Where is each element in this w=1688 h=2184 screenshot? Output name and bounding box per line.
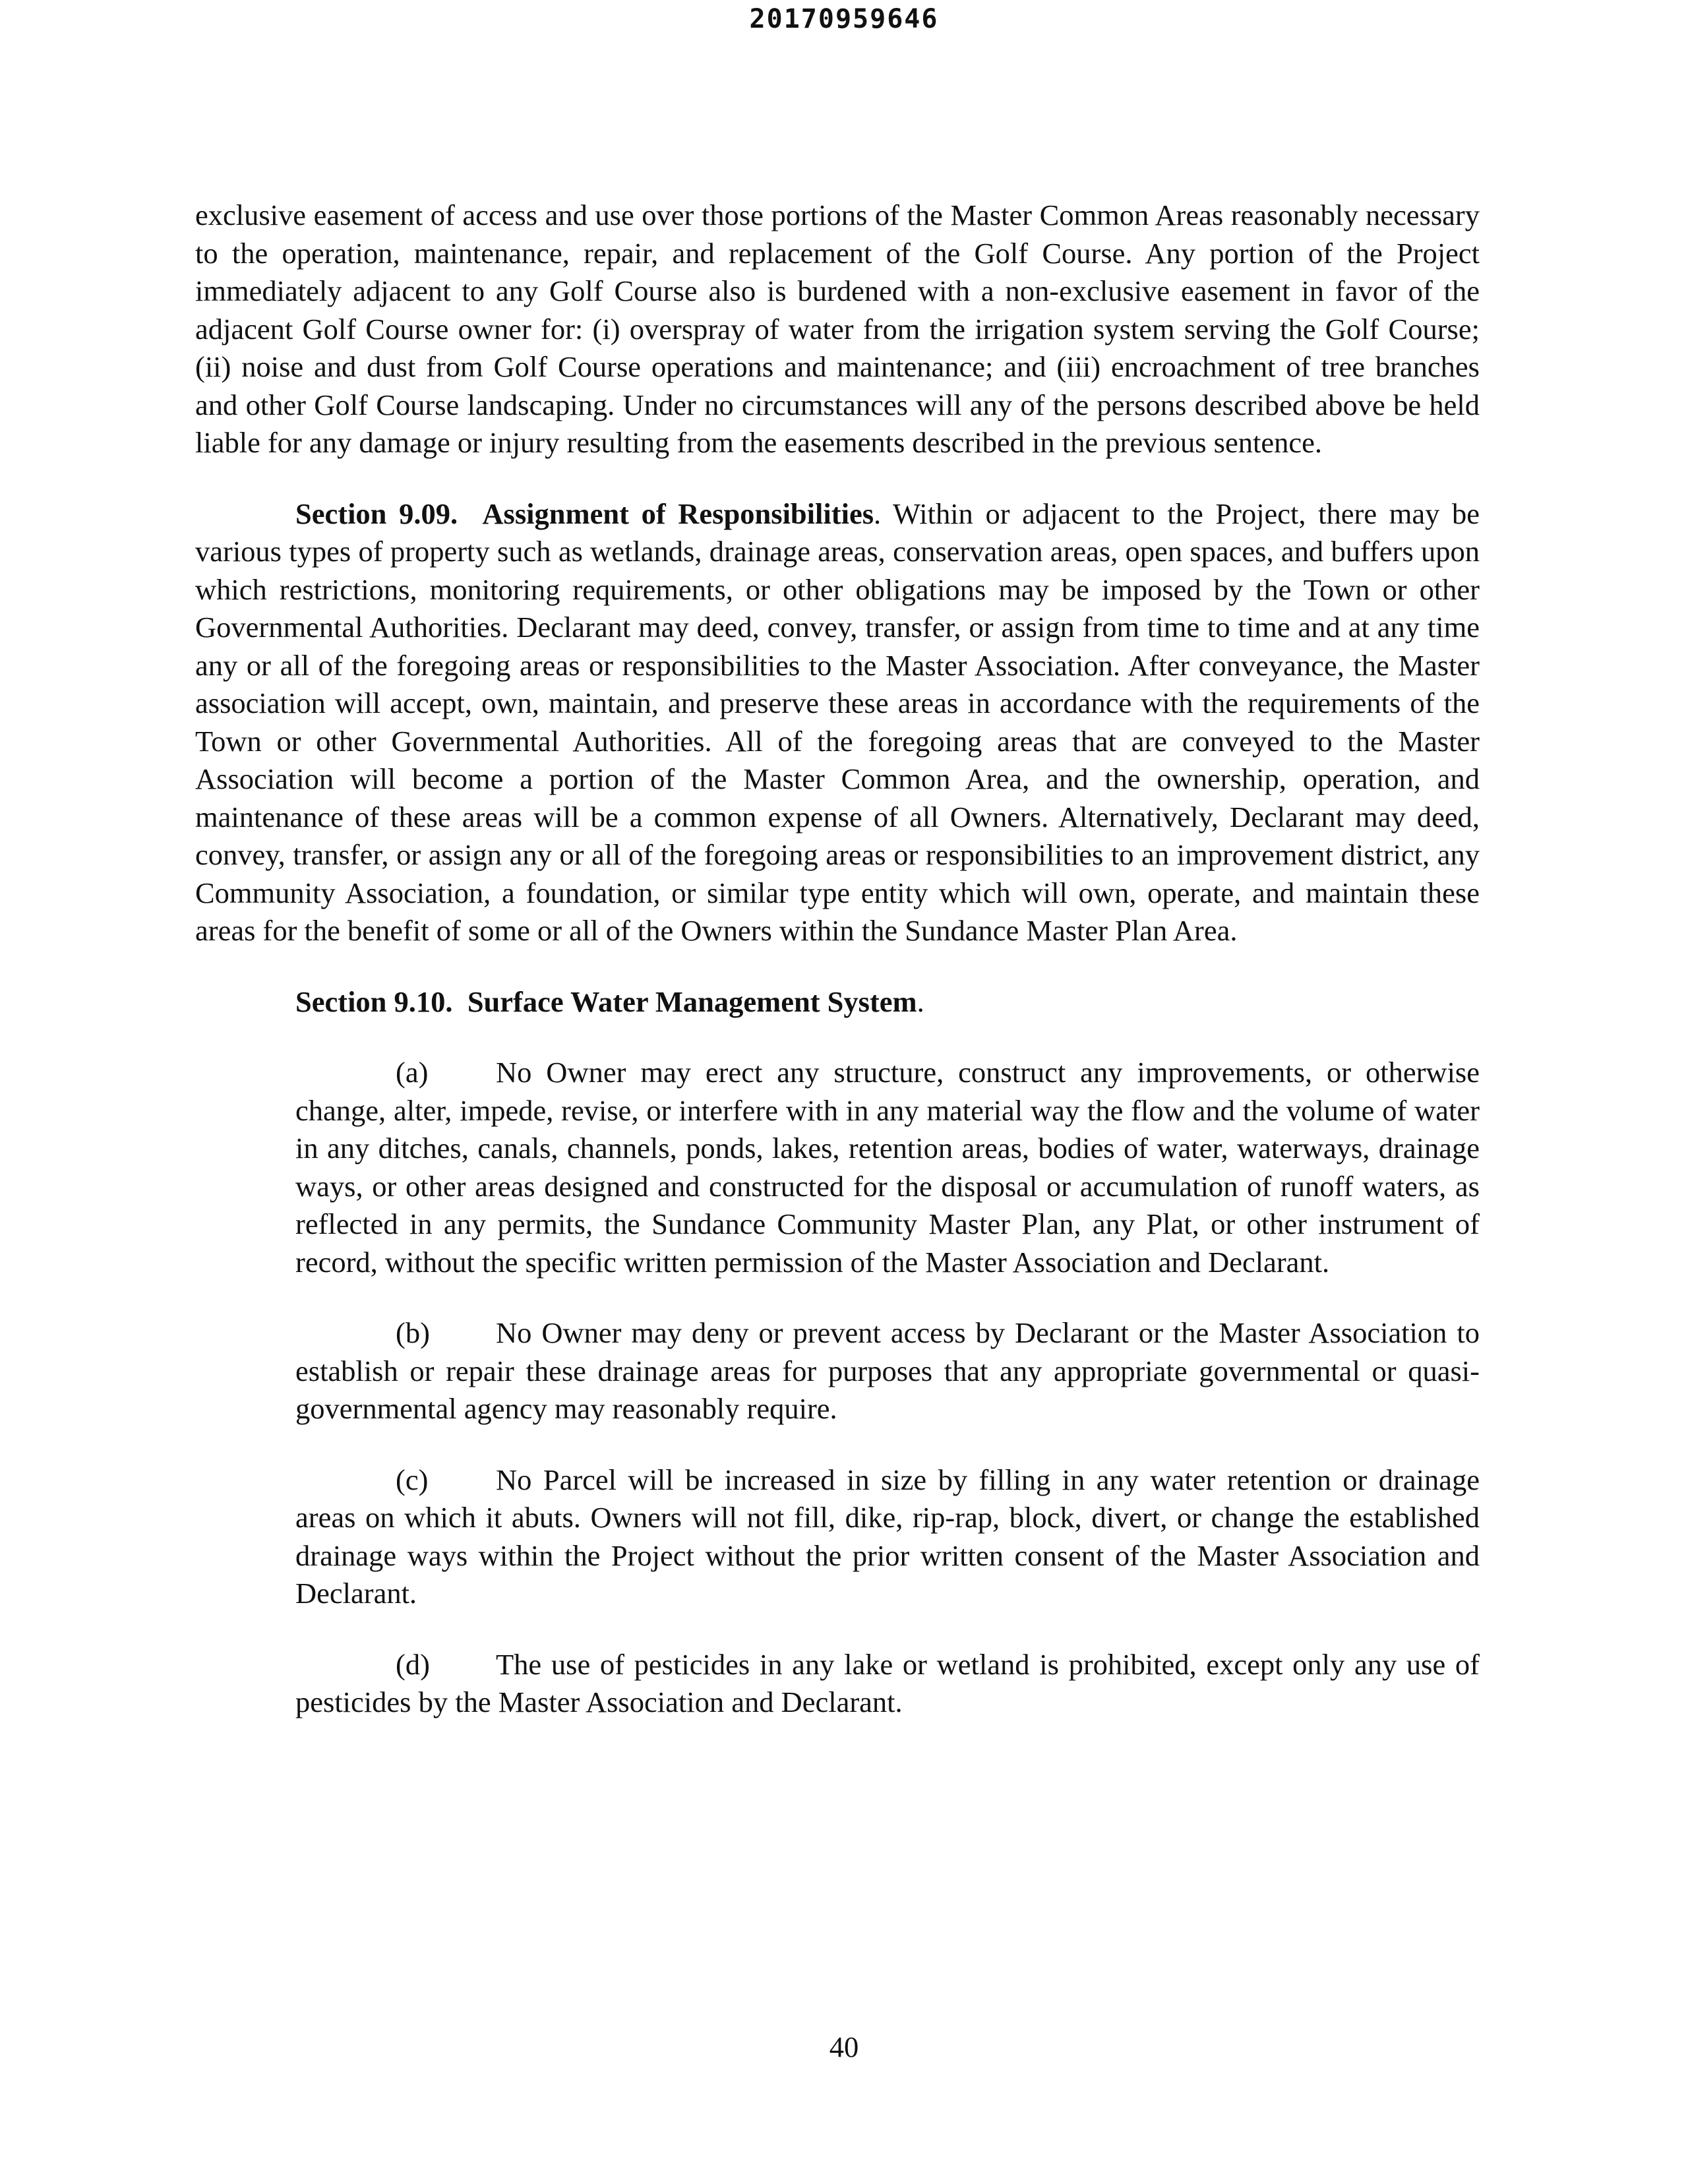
section-9-09-title: Assignment of Responsibilities bbox=[482, 497, 874, 530]
section-9-10-heading bbox=[195, 983, 1480, 1021]
subparagraph-text: No Owner may erect any structure, construct any improvements, or otherwise change, alter, impede, revise, or interfere with in any material way the flow and the volume of water in any ditches, canals, channels, ponds, lakes, retention areas, bodies of water, waterways, drainage ways, or other areas designed and constructed for the disposal or accumulation of runoff waters, as reflected in any permits, the Sundance Community Master Plan, any Plat, or other instrument of record, without the specific written permission of the Master Association and Declarant. bbox=[295, 1056, 1480, 1279]
subparagraph-text: The use of pesticides in any lake or wetland is prohibited, except only any use of pesticides by the Master Association and Declarant. bbox=[295, 1647, 1480, 1718]
subparagraph-label: (a) bbox=[396, 1056, 429, 1089]
subparagraph-a bbox=[295, 1054, 1480, 1281]
subparagraph-b bbox=[295, 1314, 1480, 1428]
subparagraph-text: No Owner may deny or prevent access by Declarant or the Master Association to establish or repair these drainage areas for purposes that any appropriate governmental or quasi-governmental agency may reasonably require. bbox=[295, 1316, 1480, 1425]
subparagraph-label: (d) bbox=[396, 1647, 430, 1681]
subparagraph-label: (b) bbox=[396, 1316, 430, 1349]
section-9-09 bbox=[195, 495, 1480, 950]
subparagraph-text: No Parcel will be increased in size by filling in any water retention or drainage areas on which it abuts. Owners will not fill, dike, rip-rap, block, divert, or change the established drainage ways within the Project without the prior written consent of the Master Association and Declarant. bbox=[295, 1463, 1480, 1610]
subparagraph-d bbox=[295, 1646, 1480, 1722]
subparagraph-label: (c) bbox=[396, 1463, 429, 1496]
section-9-09-text: . Within or adjacent to the Project, there may be various types of property such as wetlands, drainage areas, conservation areas, open spaces, and buffers upon which restrictions, monitoring requirements, or other obligations may be imposed by the Town or other Governmental Authorities. Declarant may deed, convey, transfer, or assign from time to time and at any time any or all of the foregoing areas or responsibilities to the Master Association. After conveyance, the Master association will accept, own, maintain, and preserve these areas in accordance with the requirements of the Town or other Governmental Authorities. All of the foregoing areas that are conveyed to the Master Association will become a portion of the Master Common Area, and the ownership, operation, and maintenance of these areas will be a common expense of all Owners. Alternatively, Declarant may deed, convey, transfer, or assign any or all of the foregoing areas or responsibilities to an improvement district, any Community Association, a foundation, or similar type entity which will own, operate, and maintain these areas for the benefit of some or all of the Owners within the Sundance Master Plan Area. bbox=[195, 497, 1480, 947]
section-9-10-period: . bbox=[917, 985, 924, 1018]
section-9-09-number: Section 9.09. bbox=[295, 497, 458, 530]
page-number: 40 bbox=[829, 2030, 859, 2063]
section-9-10-title: Surface Water Management System bbox=[467, 985, 917, 1018]
section-9-10-number: Section 9.10. bbox=[295, 985, 453, 1018]
subparagraph-c bbox=[295, 1461, 1480, 1613]
document-body bbox=[195, 197, 1480, 1722]
continued-paragraph: exclusive easement of access and use over those portions of the Master Common Areas reasonably necessary to the operation, maintenance, repair, and replacement of the Golf Course. Any portion of the Project immediately adjacent to any Golf Course also is burdened with a non-exclusive easement in favor of the adjacent Golf Course owner for: (i) overspray of water from the irrigation system serving the Golf Course; (ii) noise and dust from Golf Course operations and maintenance; and (iii) encroachment of tree branches and other Golf Course landscaping. Under no circumstances will any of the persons described above be held liable for any damage or injury resulting from the easements described in the previous sentence. bbox=[195, 198, 1480, 459]
document-number: 20170959646 bbox=[749, 4, 939, 34]
